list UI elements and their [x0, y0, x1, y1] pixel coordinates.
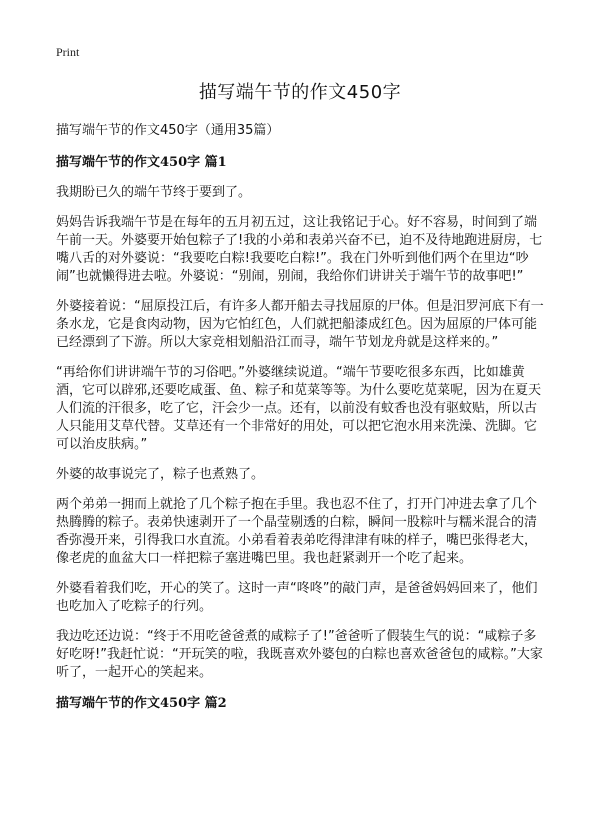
- section-heading-2: 描写端午节的作文450字 篇2: [56, 696, 227, 711]
- article-subtitle: 描写端午节的作文450字（通用35篇）: [56, 123, 280, 138]
- paragraph: 外婆接着说：“屈原投江后，有许多人都开船去寻找屈原的尸体。但是汨罗河底下有一条水龙，它是食肉动物，因为它怕红色，人们就把船漆成红色。因为屈原的尸体可能已经漂到了下游。所以大家竞相划船沿江而寻，端午节划龙舟就是这样来的。”: [56, 299, 544, 350]
- paragraph: 我边吃还边说：“终于不用吃爸爸煮的咸粽子了!”爸爸听了假装生气的说：“咸粽子多好吃呀!”我赶忙说：“开玩笑的啦，我既喜欢外婆包的白粽也喜欢爸爸包的咸粽。”大家听了，一起开心的笑起来。: [56, 629, 543, 680]
- print-link[interactable]: Print: [56, 45, 80, 59]
- paragraph: “再给你们讲讲端午节的习俗吧。”外婆继续说道。“端午节要吃很多东西，比如雄黄酒，它可以辟邪,还要吃咸蛋、鱼、粽子和苋菜等等。为什么要吃苋菜呢，因为在夏天人们流的汗很多，吃了它，汗会少一点。还有，以前没有蚊香也没有驱蚊贴，所以古人只能用艾草代替。艾草还有一个非常好的用处，可以把它泡水用来洗澡、洗脚。它可以治皮肤病。”: [56, 365, 542, 452]
- section-heading-1: 描写端午节的作文450字 篇1: [56, 155, 227, 170]
- page-title: 描写端午节的作文450字: [198, 82, 402, 103]
- paragraph: 两个弟弟一拥而上就抢了几个粽子抱在手里。我也忍不住了，打开门冲进去拿了几个热腾腾的粽子。表弟快速剥开了一个晶莹剔透的白粽，瞬间一股粽叶与糯米混合的清香弥漫开来，引得我口水直流。小弟看着表弟吃得津津有味的样子，嘴巴张得老大，像老虎的血盆大口一样把粽子塞进嘴巴里。我也赶紧剥开一个吃了起来。: [56, 497, 538, 566]
- paragraph: 妈妈告诉我端午节是在每年的五月初五过，这让我铭记于心。好不容易，时间到了端午前一天。外婆要开始包粽子了!我的小弟和表弟兴奋不已，迫不及待地跑进厨房，七嘴八舌的对外婆说：“我要吃白粽!我要吃白粽!”。我在门外听到他们两个在里边“吵闹”也就懒得进去啦。外婆说：“别闹，别闹，我给你们讲讲关于端午节的故事吧!”: [56, 215, 543, 284]
- paragraph: 外婆的故事说完了，粽子也煮熟了。: [56, 467, 265, 482]
- paragraph: 我期盼已久的端午节终于要到了。: [56, 185, 252, 200]
- paragraph: 外婆看着我们吃，开心的笑了。这时一声“咚咚”的敲门声，是爸爸妈妈回来了，他们也吃加入了吃粽子的行列。: [56, 581, 538, 614]
- article-content: [56, 121, 546, 725]
